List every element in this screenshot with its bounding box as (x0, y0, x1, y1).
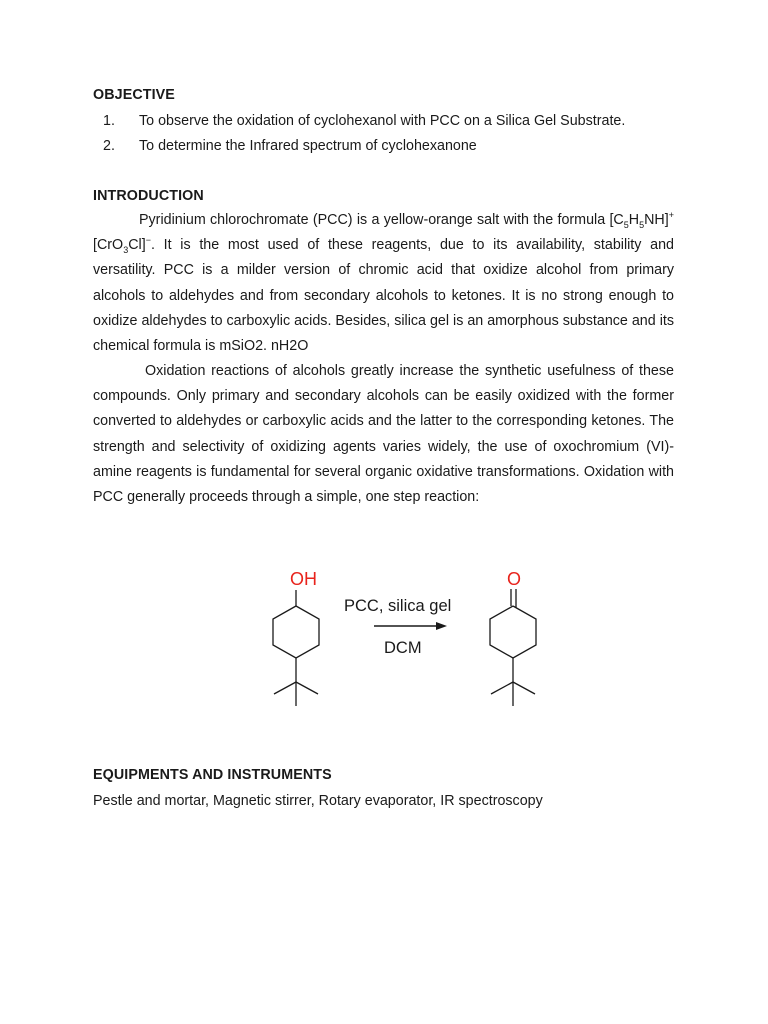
list-text: To determine the Infrared spectrum of cyclohexanone (139, 138, 477, 154)
subscript: 5 (639, 219, 645, 230)
introduction-paragraph-1 (93, 208, 674, 359)
product-structure (490, 589, 536, 706)
list-text: To observe the oxidation of cyclohexanol with PCC on a Silica Gel Substrate. (139, 113, 626, 129)
para-text: NH] (644, 212, 669, 228)
list-number: 1. (103, 113, 115, 129)
reaction-scheme (262, 560, 552, 720)
subscript: 5 (623, 219, 629, 230)
para-text: Cl] (128, 237, 146, 254)
para-text: . It is the most used of these reagents, due to its availability, stability and versatility. PCC is a milder version of chromic acid that oxidize alcohol from primary alcohols to aldehydes and from secondary alcohols to ketones. It is no strong enough to oxidize aldehydes to carboxylic acids. Besides, silica gel is an amorphous substance and its chemical formula is mSiO2. nH2O (93, 237, 674, 355)
reactant-hydroxyl-label: OH (290, 569, 317, 589)
subscript: 3 (123, 245, 129, 256)
objective-item-2 (103, 138, 477, 154)
equipment-text: Pestle and mortar, Magnetic stirrer, Rotary evaporator, IR spectroscopy (93, 793, 543, 809)
para-text: H (628, 212, 640, 228)
para-text: Oxidation reactions of alcohols greatly increase the synthetic usefulness of these compounds. Only primary and secondary alcohols can be easily oxidized with the former converted to aldehydes or carboxylic acids and the latter to the corresponding ketones. The strength and selectivity of oxidizing agents varies widely, the use of oxochromium (VI)-amine reagents is fundamental for several organic oxidative transformations. Oxidation with PCC generally proceeds through a simple, one step reaction: (93, 363, 674, 506)
reagent-top-label: PCC, silica gel (344, 597, 452, 615)
objective-item-1 (103, 113, 625, 129)
product-carbonyl-label: O (507, 569, 522, 589)
list-number: 2. (103, 138, 115, 154)
superscript: + (668, 210, 674, 221)
para-text: [CrO (93, 237, 124, 254)
objective-heading: OBJECTIVE (93, 87, 175, 103)
introduction-paragraph-2 (93, 359, 674, 510)
superscript: − (145, 235, 151, 246)
introduction-heading: INTRODUCTION (93, 188, 204, 204)
reactant-structure (273, 590, 319, 706)
para-text: Pyridinium chlorochromate (PCC) is a yellow-orange salt with the formula [C (139, 212, 624, 228)
reaction-arrow (374, 622, 447, 630)
reagent-bottom-label: DCM (384, 639, 422, 657)
equipment-heading: EQUIPMENTS AND INSTRUMENTS (93, 767, 332, 783)
